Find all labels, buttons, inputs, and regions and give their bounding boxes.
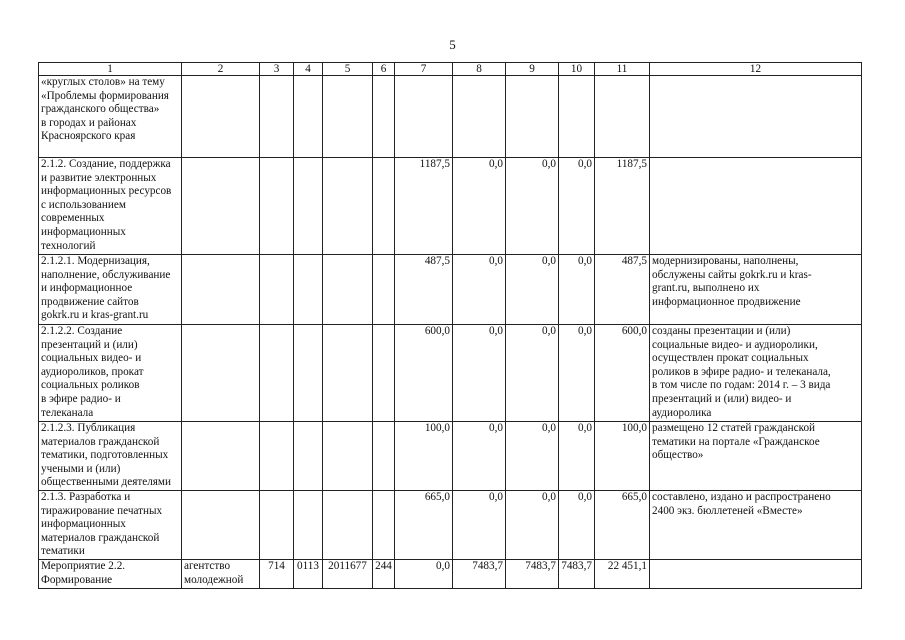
column-header: 7 [395, 63, 453, 76]
activity-name-cell: Мероприятие 2.2. Формирование [39, 560, 182, 589]
amount-cell: 0,0 [506, 491, 559, 560]
table-row [39, 325, 862, 422]
code-cell [373, 158, 395, 255]
amount-cell: 0,0 [506, 158, 559, 255]
amount-cell: 600,0 [395, 325, 453, 422]
page-number: 5 [449, 37, 456, 52]
amount-cell: 0,0 [506, 325, 559, 422]
column-header: 10 [559, 63, 595, 76]
activity-name-cell: 2.1.2. Создание, поддержка и развитие электронных информационных ресурсов с использованием современных информационных технологий [39, 158, 182, 255]
expected-result-cell: модернизированы, наполнены, обслужены сайты gokrk.ru и kras- grant.ru, выполнено их информационное продвижение [650, 255, 862, 325]
activity-name-cell: 2.1.2.2. Создание презентаций и (или) социальных видео- и аудиороликов, прокат социальных роликов в эфире радио- и телеканала [39, 325, 182, 422]
column-header: 8 [453, 63, 506, 76]
column-header: 3 [260, 63, 294, 76]
column-header: 1 [39, 63, 182, 76]
code-cell [323, 491, 373, 560]
code-cell [260, 255, 294, 325]
amount-cell: 0,0 [506, 255, 559, 325]
code-cell [260, 76, 294, 158]
table-row [39, 560, 862, 589]
executor-cell [182, 491, 260, 560]
total-cell: 665,0 [595, 491, 650, 560]
executor-cell [182, 158, 260, 255]
amount-cell: 7483,7 [506, 560, 559, 589]
expected-result-cell [650, 560, 862, 589]
code-cell [373, 422, 395, 491]
code-cell [323, 158, 373, 255]
amount-cell: 0,0 [559, 325, 595, 422]
amount-cell: 0,0 [506, 422, 559, 491]
table-row [39, 76, 862, 158]
amount-cell: 0,0 [453, 422, 506, 491]
executor-cell [182, 325, 260, 422]
executor-cell [182, 255, 260, 325]
code-cell [294, 76, 323, 158]
amount-cell: 0,0 [395, 560, 453, 589]
total-cell: 600,0 [595, 325, 650, 422]
total-cell: 1187,5 [595, 158, 650, 255]
code-cell [373, 255, 395, 325]
amount-cell: 0,0 [453, 325, 506, 422]
code-cell [260, 491, 294, 560]
expected-result-cell: составлено, издано и распространено 2400 экз. бюллетеней «Вместе» [650, 491, 862, 560]
amount-cell: 0,0 [559, 255, 595, 325]
program-activities-table [38, 62, 862, 589]
code-cell [260, 422, 294, 491]
amount-cell: 487,5 [395, 255, 453, 325]
code-cell [373, 491, 395, 560]
code-cell [294, 491, 323, 560]
code-cell [294, 325, 323, 422]
amount-cell: 7483,7 [453, 560, 506, 589]
code-cell [323, 422, 373, 491]
code-cell [294, 158, 323, 255]
column-header: 12 [650, 63, 862, 76]
expected-result-cell [650, 158, 862, 255]
amount-cell [395, 76, 453, 158]
code-cell [294, 255, 323, 325]
code-cell [323, 325, 373, 422]
code-cell [373, 76, 395, 158]
column-header: 4 [294, 63, 323, 76]
amount-cell: 665,0 [395, 491, 453, 560]
column-header: 5 [323, 63, 373, 76]
column-header: 9 [506, 63, 559, 76]
code-cell [323, 255, 373, 325]
total-cell: 487,5 [595, 255, 650, 325]
table-row [39, 491, 862, 560]
amount-cell: 7483,7 [559, 560, 595, 589]
executor-cell [182, 422, 260, 491]
code-cell [260, 325, 294, 422]
code-cell [260, 158, 294, 255]
column-header: 6 [373, 63, 395, 76]
code-cell: 0113 [294, 560, 323, 589]
expected-result-cell: созданы презентации и (или) социальные видео- и аудиоролики, осуществлен прокат социальных роликов в эфире радио- и телеканала, в том числе по годам: 2014 г. – 3 вида презентаций и (или) видео- и аудиоролика [650, 325, 862, 422]
code-cell: 714 [260, 560, 294, 589]
expected-result-cell: размещено 12 статей гражданской тематики на портале «Гражданское общество» [650, 422, 862, 491]
code-cell [373, 325, 395, 422]
code-cell [294, 422, 323, 491]
amount-cell [453, 76, 506, 158]
total-cell [595, 76, 650, 158]
expected-result-cell [650, 76, 862, 158]
activity-name-cell: 2.1.2.3. Публикация материалов гражданской тематики, подготовленных учеными и (или) общественными деятелями [39, 422, 182, 491]
amount-cell: 1187,5 [395, 158, 453, 255]
amount-cell: 0,0 [453, 255, 506, 325]
code-cell: 2011677 [323, 560, 373, 589]
table-row [39, 255, 862, 325]
activity-name-cell: 2.1.2.1. Модернизация, наполнение, обслуживание и информационное продвижение сайтов gokrk.ru и kras-grant.ru [39, 255, 182, 325]
amount-cell: 100,0 [395, 422, 453, 491]
code-cell: 244 [373, 560, 395, 589]
total-cell: 100,0 [595, 422, 650, 491]
amount-cell: 0,0 [453, 491, 506, 560]
amount-cell: 0,0 [453, 158, 506, 255]
executor-cell: агентство молодежной [182, 560, 260, 589]
column-header: 2 [182, 63, 260, 76]
amount-cell: 0,0 [559, 158, 595, 255]
column-header: 11 [595, 63, 650, 76]
column-number-row [39, 63, 862, 76]
amount-cell: 0,0 [559, 422, 595, 491]
executor-cell [182, 76, 260, 158]
table-row [39, 422, 862, 491]
total-cell: 22 451,1 [595, 560, 650, 589]
amount-cell [506, 76, 559, 158]
amount-cell [559, 76, 595, 158]
activity-name-cell: «круглых столов» на тему «Проблемы формирования гражданского общества» в городах и районах Красноярского края [39, 76, 182, 158]
amount-cell: 0,0 [559, 491, 595, 560]
code-cell [323, 76, 373, 158]
activity-name-cell: 2.1.3. Разработка и тиражирование печатных информационных материалов гражданской тематики [39, 491, 182, 560]
table-row [39, 158, 862, 255]
